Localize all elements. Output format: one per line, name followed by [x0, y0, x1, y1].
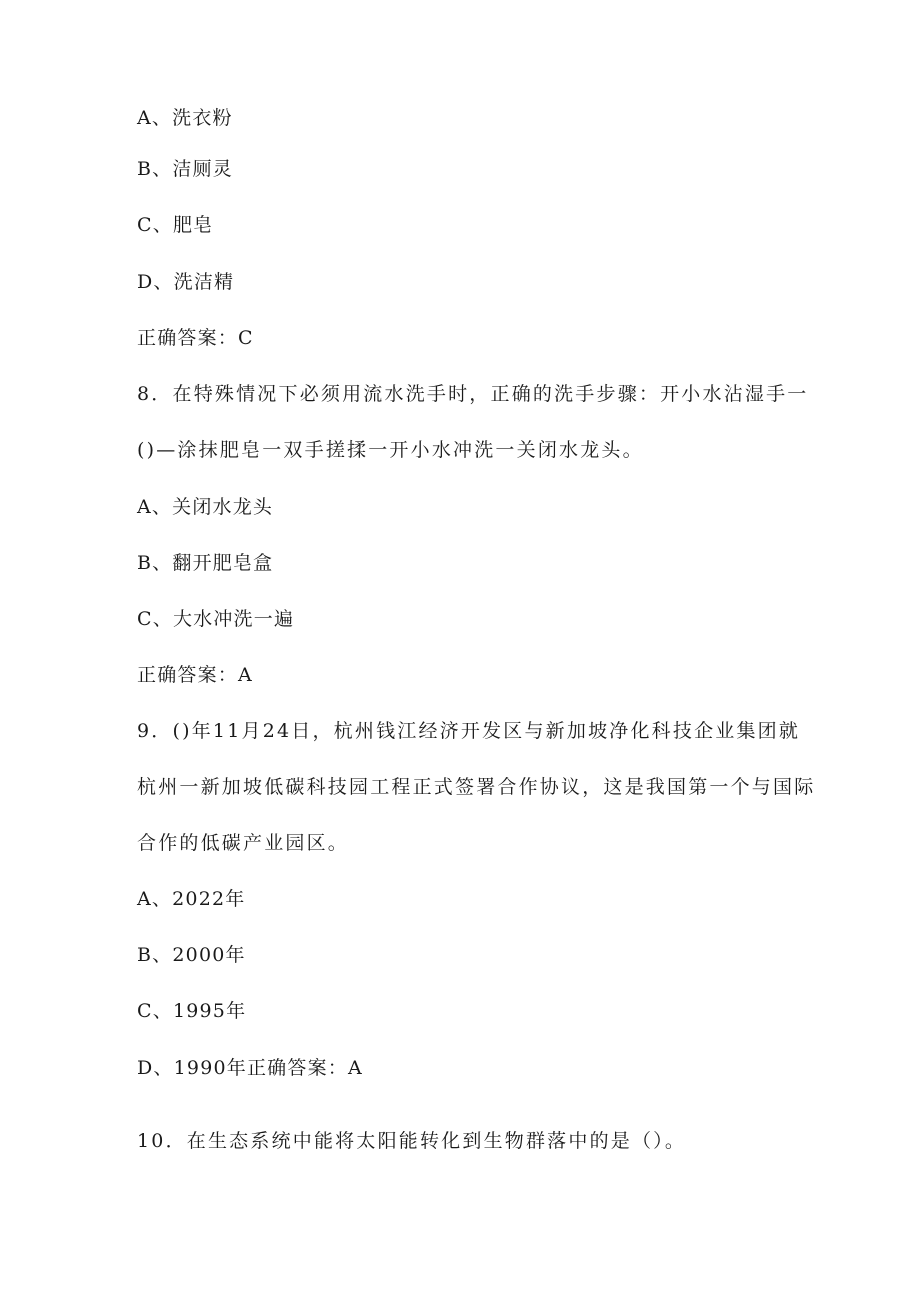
q8-option-a: A、关闭水龙头	[137, 496, 274, 518]
q9-stem-line-1: 9．()年11月24日，杭州钱江经济开发区与新加坡净化科技企业集团就	[137, 720, 801, 742]
q7-option-c: C、肥皂	[137, 214, 214, 236]
q9-option-c: C、1995年	[137, 1000, 247, 1022]
q8-stem-line-1: 8．在特殊情况下必须用流水洗手时，正确的洗手步骤：开小水沾湿手一	[137, 383, 809, 405]
q8-stem-line-2: ()—涂抹肥皂一双手搓揉一开小水冲洗一关闭水龙头。	[137, 439, 644, 461]
q9-stem-line-2: 杭州一新加坡低碳科技园工程正式签署合作协议，这是我国第一个与国际	[137, 776, 816, 798]
q9-option-a: A、2022年	[137, 888, 246, 910]
q8-answer: 正确答案：A	[137, 664, 253, 686]
q8-option-c: C、大水冲洗一遍	[137, 608, 295, 630]
q7-option-a: A、洗衣粉	[137, 107, 233, 129]
q10-stem-line-1: 10．在生态系统中能将太阳能转化到生物群落中的是（）。	[137, 1130, 687, 1152]
q7-answer: 正确答案：C	[137, 327, 254, 349]
q9-option-d-with-answer: D、1990年正确答案：A	[137, 1057, 363, 1079]
q8-option-b: B、翻开肥皂盒	[137, 552, 274, 574]
q9-option-b: B、2000年	[137, 944, 246, 966]
q9-stem-line-3: 合作的低碳产业园区。	[137, 832, 350, 854]
q7-option-b: B、洁厕灵	[137, 158, 233, 180]
q7-option-d: D、洗洁精	[137, 271, 235, 293]
